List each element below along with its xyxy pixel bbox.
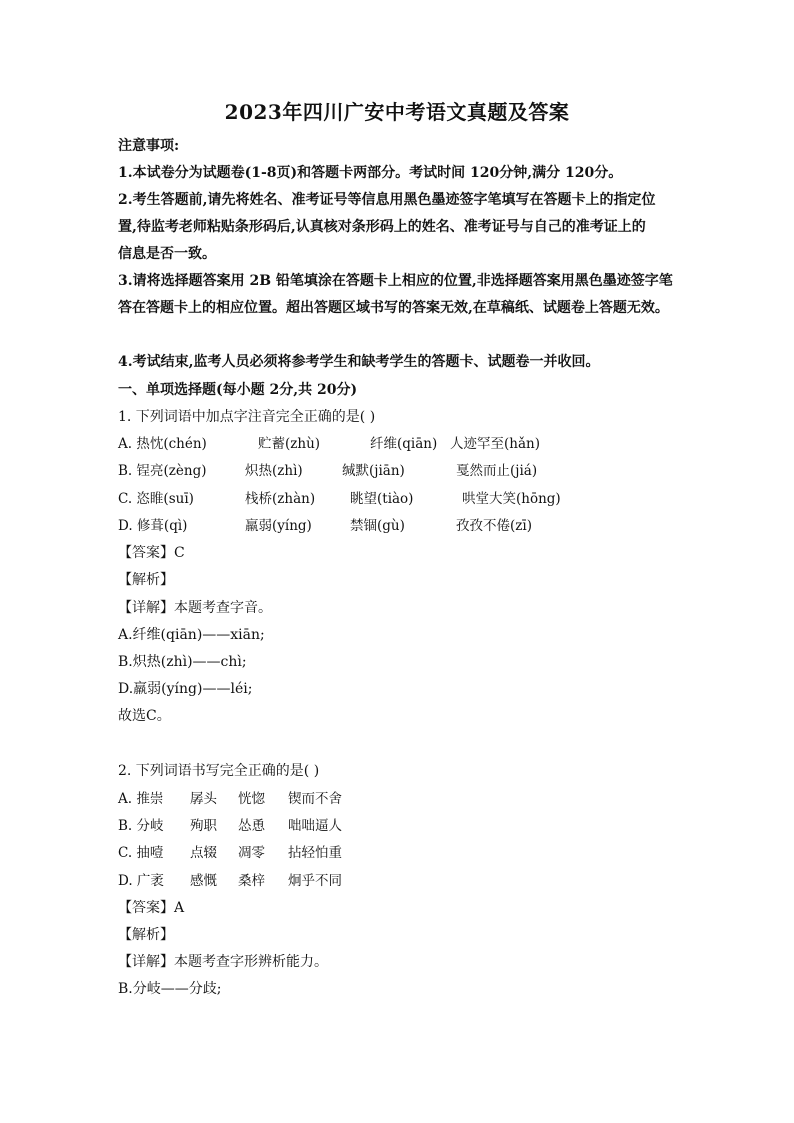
q1-detail: 【详解】本题考查字音。 [118,600,272,616]
q1-answer: 【答案】C [118,545,185,561]
q1-note-1: A.纤维(qiān)——xiān; [118,627,265,643]
q1-option-d-2: 羸弱(yíng) [245,518,312,534]
q2-option-b-1: B. 分岐 [118,818,164,834]
notice-line-1: 1.本试卷分为试题卷(1-8页)和答题卡两部分。考试时间 120分钟,满分 120分。 [118,165,623,181]
q1-option-d-4: 孜孜不倦(zī) [456,518,532,534]
q2-option-d-4: 炯乎不同 [288,873,342,889]
q2-option-b-2: 殉职 [190,818,217,834]
q1-option-d-1: D. 修葺(qì) [118,518,188,534]
q1-option-d-3: 禁锢(gù) [350,518,405,534]
q1-option-a-3: 纤维(qiān) [370,436,438,452]
q2-option-a-4: 锲而不舍 [288,791,342,807]
q1-conclusion: 故选C。 [118,708,171,724]
q2-option-a-3: 恍惚 [238,791,265,807]
q2-option-a-1: A. 推崇 [118,791,164,807]
q2-option-c-3: 凋零 [238,845,265,861]
q1-option-a-1: A. 热忱(chén) [118,436,207,452]
q2-option-b-4: 咄咄逼人 [288,818,342,834]
q1-note-3: D.羸弱(yíng)——léi; [118,681,253,697]
notice-line-6: 答在答题卡上的相应位置。超出答题区域书写的答案无效,在草稿纸、试题卷上答题无效。 [118,300,669,316]
q2-analysis-label: 【解析】 [118,927,174,943]
q2-note-1: B.分岐——分歧; [118,981,222,997]
q2-answer: 【答案】A [118,900,185,916]
q2-option-d-2: 感慨 [190,873,217,889]
q1-option-b-1: B. 锃亮(zèng) [118,463,207,479]
q1-option-a-2: 贮蓄(zhù) [258,436,321,452]
notice-line-4: 信息是否一致。 [118,246,216,262]
q1-option-c-3: 眺望(tiào) [350,491,414,507]
notice-line-2: 2.考生答题前,请先将姓名、准考证号等信息用黑色墨迹签字笔填写在答题卡上的指定位 [118,192,656,208]
q1-option-c-2: 栈桥(zhàn) [245,491,316,507]
q1-option-b-3: 缄默(jiān) [342,463,405,479]
q2-option-c-1: C. 抽噎 [118,845,164,861]
q1-option-c-4: 哄堂大笑(hōng) [462,491,561,507]
notice-line-7: 4.考试结束,监考人员必须将参考学生和缺考学生的答题卡、试题卷一并收回。 [118,354,600,370]
q1-stem: 1. 下列词语中加点字注音完全正确的是( ) [118,409,376,425]
notice-line-3: 置,待监考老师粘贴条形码后,认真核对条形码上的姓名、准考证号与自己的准考证上的 [118,219,646,235]
q1-option-b-2: 炽热(zhì) [245,463,303,479]
q1-option-c-1: C. 恣睢(suī) [118,491,194,507]
q2-option-c-2: 点辍 [190,845,217,861]
q2-option-d-3: 桑梓 [238,873,265,889]
q1-option-a-4: 人迹罕至(hǎn) [450,436,540,452]
q2-stem: 2. 下列词语书写完全正确的是( ) [118,763,320,779]
q2-option-b-3: 怂恿 [238,818,265,834]
notice-line-5: 3.请将选择题答案用 2B 铅笔填涂在答题卡上相应的位置,非选择题答案用黑色墨迹签字笔 [118,273,673,289]
q2-detail: 【详解】本题考查字形辨析能力。 [118,954,328,970]
q2-option-d-1: D. 广袤 [118,873,164,889]
q2-option-c-4: 拈轻怕重 [288,845,342,861]
q1-analysis-label: 【解析】 [118,572,174,588]
notice-heading: 注意事项: [118,138,180,154]
q1-option-b-4: 戛然而止(jiá) [456,463,538,479]
section-heading: 一、单项选择题(每小题 2分,共 20分) [118,382,358,398]
q2-option-a-2: 孱头 [190,791,217,807]
q1-note-2: B.炽热(zhì)——chì; [118,654,247,670]
document-title: 2023年四川广安中考语文真题及答案 [224,100,570,124]
